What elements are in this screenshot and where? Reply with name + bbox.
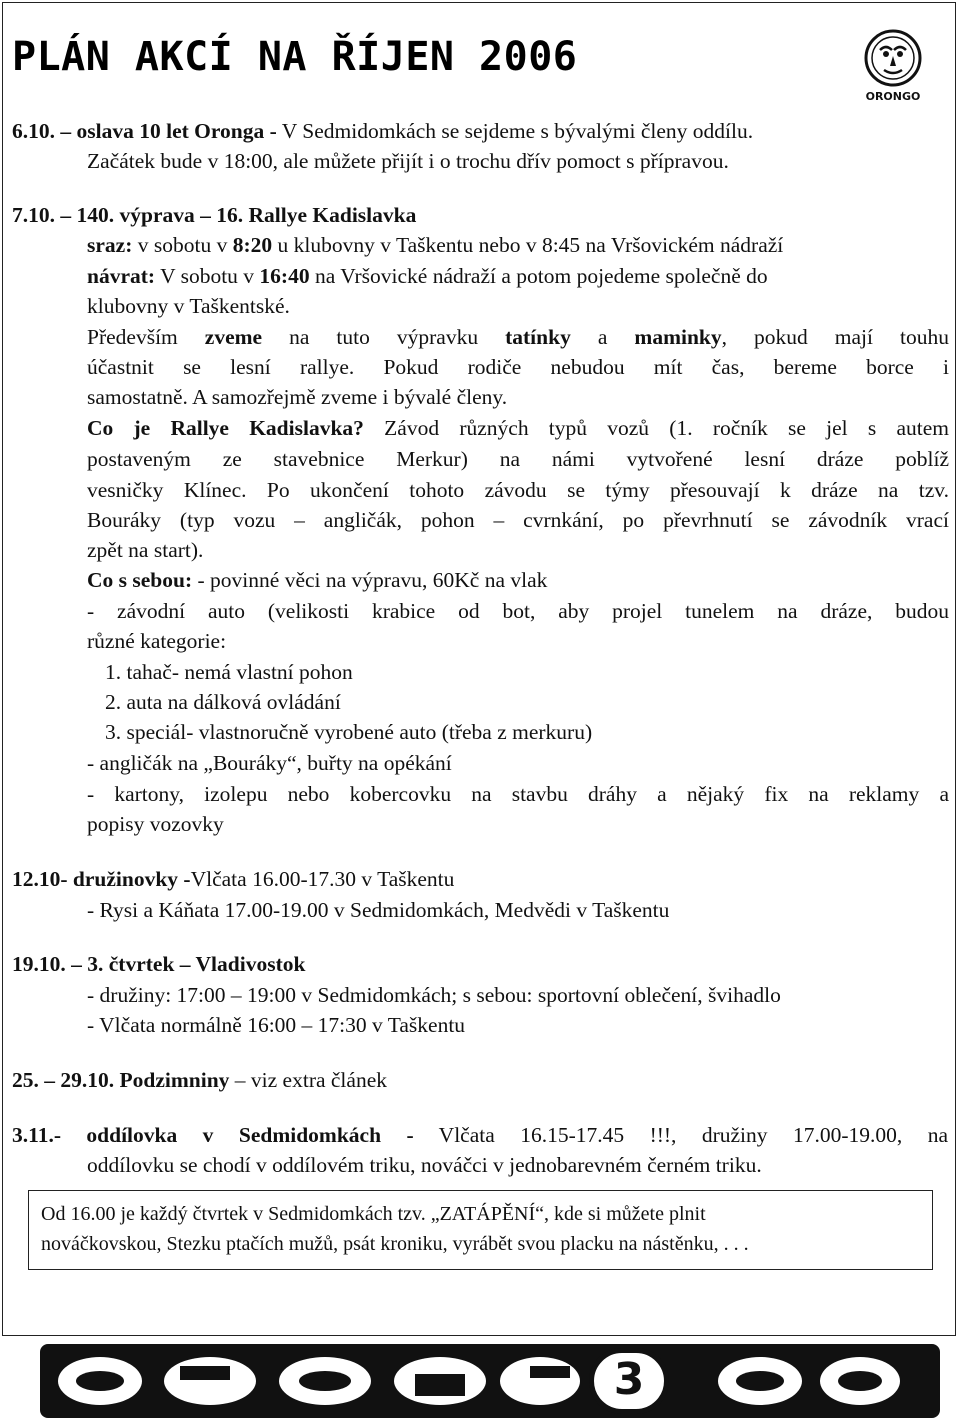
packing-item-kartony-cont: popisy vozovky: [87, 812, 224, 836]
footer-banner: [40, 1344, 940, 1418]
page-number-badge: 3: [589, 1348, 669, 1414]
svg-text:ORONGO: ORONGO: [865, 90, 921, 103]
category-3: 3. speciál- vlastnoručně vyrobené auto (třeba z merkuru): [105, 720, 593, 744]
event-6-10-detail: Začátek bude v 18:00, ale můžete přijít i o trochu dřív pomoct s přípravou.: [87, 149, 729, 173]
event-19-10-line-1: - družiny: 17:00 – 19:00 v Sedmidomkách; s sebou: sportovní oblečení, švihadlo: [87, 983, 781, 1007]
invite-line-3: samostatně. A samozřejmě zveme i bývalé členy.: [87, 385, 508, 409]
notice-box: [28, 1190, 933, 1270]
event-3-11-detail: oddílovku se chodí v oddílovém triku, nováčci v jednobarevném černém triku.: [87, 1153, 762, 1177]
event-12-10: 12.10- družinovky -Vlčata 16.00-17.30 v Taškentu: [12, 867, 455, 891]
rallye-description-1: Co je Rallye Kadislavka? Závod různých typů vozů (1. ročník se jel s autem: [87, 416, 949, 440]
orongo-logo: [858, 24, 928, 104]
event-7-10-heading: 7.10. – 140. výprava – 16. Rallye Kadislavka: [12, 203, 417, 227]
event-6-10: 6.10. – oslava 10 let Oronga - V Sedmidomkách se sejdeme s bývalými členy oddílu.: [12, 119, 754, 143]
rallye-description-2: postaveným ze stavebnice Merkur) na námi vytvořené lesní dráze poblíž: [87, 447, 949, 471]
packing-item-anglicak: - angličák na „Bouráky“, buřty na opékání: [87, 751, 452, 775]
rallye-description-3: vesničky Klínec. Po ukončení tohoto závodu se týmy přesouvají k dráze na tzv.: [87, 478, 949, 502]
invite-line-2: účastnit se lesní rallye. Pokud rodiče nebudou mít čas, bereme borce i: [87, 355, 949, 379]
category-2: 2. auta na dálková ovládání: [105, 690, 341, 714]
event-12-10-detail: - Rysi a Káňata 17.00-19.00 v Sedmidomkách, Medvědi v Taškentu: [87, 898, 670, 922]
packing-list-heading: Co s sebou: - povinné věci na výpravu, 60Kč na vlak: [87, 568, 548, 592]
category-1: 1. tahač- nemá vlastní pohon: [105, 660, 353, 684]
event-7-10-meet: sraz: v sobotu v 8:20 u klubovny v Taškentu nebo v 8:45 na Vršovickém nádraží: [87, 233, 784, 257]
event-19-10-heading: 19.10. – 3. čtvrtek – Vladivostok: [12, 952, 306, 976]
packing-item-kartony: - kartony, izolepu nebo kobercovku na stavbu dráhy a nějaký fix na reklamy a: [87, 782, 949, 806]
notice-line-2: nováčkovskou, Stezku ptačích mužů, psát kroniku, vyrábět svou placku na nástěnku, . . .: [41, 1233, 749, 1255]
event-3-11: 3.11.- oddílovka v Sedmidomkách - Vlčata 16.15-17.45 !!!, družiny 17.00-19.00, na: [12, 1123, 948, 1147]
notice-line-1: Od 16.00 je každý čtvrtek v Sedmidomkách tzv. „ZATÁPĚNÍ“, kde si můžete plnit: [41, 1203, 706, 1225]
event-7-10-return: návrat: V sobotu v 16:40 na Vršovické nádraží a potom pojedeme společně do: [87, 264, 768, 288]
event-7-10-return-cont: klubovny v Taškentské.: [87, 294, 290, 318]
rallye-description-4: Bouráky (typ vozu – angličák, pohon – cvrnkání, po převrhnutí se závodník vrací: [87, 508, 949, 532]
event-25-29-10: 25. – 29.10. Podzimniny – viz extra článek: [12, 1068, 387, 1092]
event-19-10-line-2: - Vlčata normálně 16:00 – 17:30 v Taškentu: [87, 1013, 466, 1037]
invite-line-1: Především zveme na tuto výpravku tatínky a maminky, pokud mají touhu: [87, 325, 949, 349]
rallye-description-5: zpět na start).: [87, 538, 204, 562]
packing-item-car: - závodní auto (velikosti krabice od bot, aby projel tunelem na dráze, budou: [87, 599, 949, 623]
packing-item-car-cont: různé kategorie:: [87, 629, 227, 653]
page-title: PLÁN AKCÍ NA ŘÍJEN 2006: [12, 34, 578, 80]
footer-orongo-lettering: [40, 1344, 940, 1418]
